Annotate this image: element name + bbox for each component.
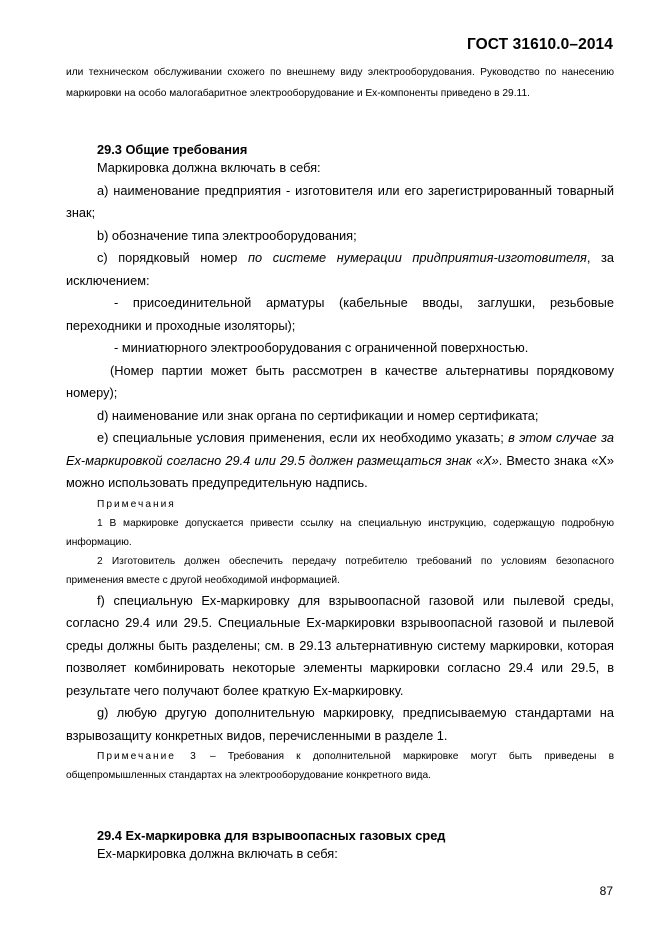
intro-paragraph <box>66 62 614 104</box>
section-lead-29-4: Ex-маркировка должна включать в себя: <box>97 846 338 861</box>
paren-note: (Номер партии может быть рассмотрен в качестве альтернативы порядковому номеру); <box>66 362 614 400</box>
dash-item-1: - присоединительной арматуры (кабельные вводы, заглушки, резьбовые переходники и проходные изоляторы); <box>66 295 614 333</box>
item-e-pre: е) специальные условия применения, если их необходимо указать; <box>97 430 509 445</box>
item-c-pre: с) порядковый номер <box>97 250 248 265</box>
note-3-label: Примечание 3 <box>97 751 198 762</box>
note-1: 1 В маркировке допускается привести ссылку на специальную инструкцию, содержащую подробную информацию. <box>66 517 614 548</box>
item-e-post: . Вместо знака «Х» можно использовать предупредительную надпись. <box>66 452 614 490</box>
section-lead: Маркировка должна включать в себя: <box>97 160 321 175</box>
page-number: 87 <box>599 884 613 898</box>
note-3-text: – Требования к дополнительной маркировке могут быть приведены в общепромышленных стандартах на электрооборудование конкретного вида. <box>66 751 614 781</box>
notes-title: Примечания <box>97 498 176 510</box>
dash-item-2: - миниатюрного электрооборудования с ограниченной поверхностью. <box>114 340 529 355</box>
section-heading: 29.3 Общие требования <box>97 142 248 157</box>
item-e <box>66 427 614 495</box>
item-d: d) наименование или знак органа по сертификации и номер сертификата; <box>97 407 539 423</box>
note-2: 2 Изготовитель должен обеспечить передачу потребителю требований по условиям безопасного применения вместе с другой необходимой информацией. <box>66 555 614 586</box>
document-header: ГОСТ 31610.0–2014 <box>466 36 613 53</box>
item-g: g) любую другую дополнительную маркировку, предписываемую стандартами на взрывозащиту конкретных видов, перечисленными в разделе 1. <box>66 705 614 743</box>
item-b: b) обозначение типа электрооборудования; <box>97 227 357 243</box>
item-c-post: , за исключением: <box>66 250 614 288</box>
intro-text: или техническом обслуживании схожего по внешнему виду электрооборудования. Руководство по нанесению маркировки на особо малогабаритное электрооборудование и Ex-компоненты приведено в 29.11. <box>66 67 614 99</box>
item-e-italic: в этом случае за Ex-маркировкой согласно 29.4 или 29.5 должен размещаться знак «Х» <box>66 430 615 468</box>
item-c <box>66 247 614 292</box>
section-29-3 <box>66 142 614 785</box>
section-heading-29-4: 29.4 Ex-маркировка для взрывоопасных газовых сред <box>97 828 446 843</box>
section-29-4 <box>66 828 614 866</box>
item-c-italic: по системе нумерации придприятия-изготовителя <box>247 250 587 265</box>
item-f: f) специальную Ex-маркировку для взрывоопасной газовой или пылевой среды, согласно 29.4 или 29.5. Специальные Ex-маркировки взрывоопасной газовой и пылевой среды должны быть разделены; см. в 29.13 альтернативную систему маркировки, которая позволяет комбинировать некоторые элементы маркировки согласно 29.4 или 29.5, в результате чего получают более краткую Ex-маркировку. <box>66 592 614 698</box>
item-a: а) наименование предприятия - изготовителя или его зарегистрированный товарный знак; <box>66 182 614 220</box>
note-3 <box>66 747 614 785</box>
